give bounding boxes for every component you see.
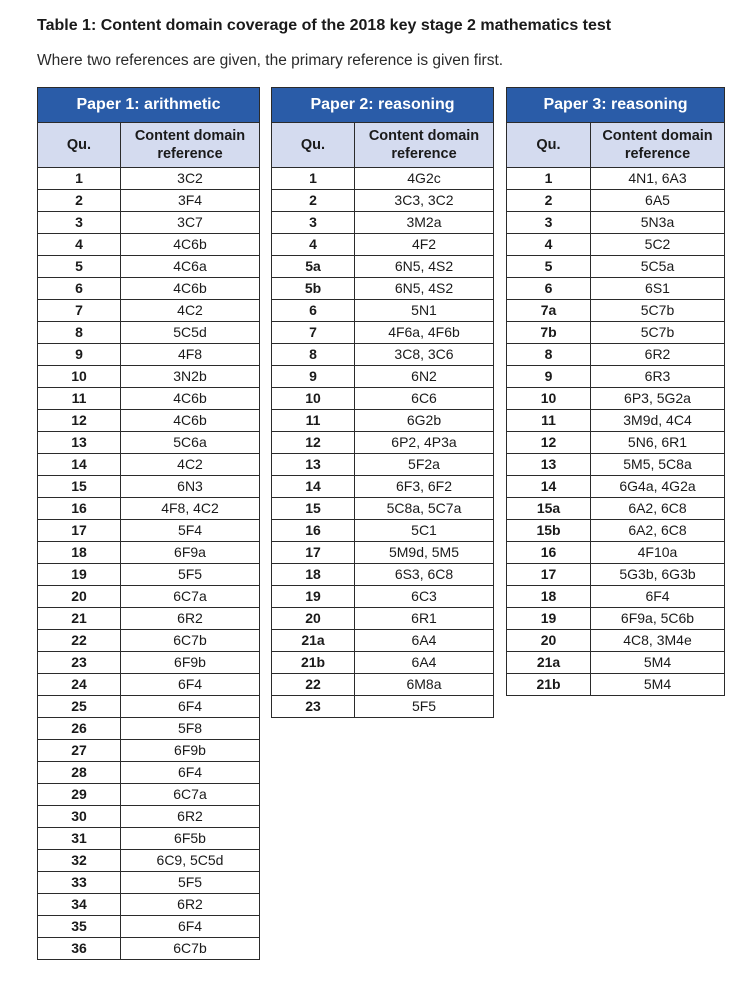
content-domain-reference: 6A4	[355, 630, 494, 652]
question-number: 4	[507, 234, 591, 256]
question-number: 11	[38, 388, 121, 410]
content-domain-reference: 5F5	[121, 564, 260, 586]
content-domain-reference: 5C6a	[121, 432, 260, 454]
paper-title-row	[38, 88, 260, 123]
content-domain-reference: 6F4	[121, 696, 260, 718]
content-domain-reference: 5F5	[121, 872, 260, 894]
question-column-header: Qu.	[507, 123, 591, 168]
content-domain-reference: 5F4	[121, 520, 260, 542]
table-row	[507, 454, 725, 476]
table-row	[507, 388, 725, 410]
content-domain-reference: 6F9a, 5C6b	[591, 608, 725, 630]
table-row	[507, 256, 725, 278]
content-domain-reference: 4C6b	[121, 278, 260, 300]
table-row	[507, 432, 725, 454]
content-domain-reference: 4C2	[121, 454, 260, 476]
content-domain-reference: 5F8	[121, 718, 260, 740]
paper-3-table	[506, 87, 725, 696]
table-row	[507, 542, 725, 564]
table-row	[507, 234, 725, 256]
table-row	[38, 564, 260, 586]
content-domain-reference: 4C2	[121, 300, 260, 322]
question-number: 8	[272, 344, 355, 366]
question-number: 35	[38, 916, 121, 938]
question-number: 2	[272, 190, 355, 212]
table-row	[272, 388, 494, 410]
question-number: 27	[38, 740, 121, 762]
content-domain-reference: 4F2	[355, 234, 494, 256]
table-row	[38, 454, 260, 476]
content-domain-reference: 6R2	[121, 608, 260, 630]
content-domain-reference: 3M9d, 4C4	[591, 410, 725, 432]
content-domain-reference: 4F8, 4C2	[121, 498, 260, 520]
table-row	[38, 894, 260, 916]
table-row	[272, 410, 494, 432]
column-header-row	[38, 123, 260, 168]
question-number: 32	[38, 850, 121, 872]
question-number: 5a	[272, 256, 355, 278]
table-row	[507, 520, 725, 542]
question-number: 28	[38, 762, 121, 784]
content-domain-reference: 6S1	[591, 278, 725, 300]
content-domain-reference: 6F4	[121, 762, 260, 784]
table-row	[38, 784, 260, 806]
question-number: 1	[38, 168, 121, 190]
question-number: 5	[507, 256, 591, 278]
content-domain-reference: 4C6b	[121, 388, 260, 410]
question-number: 33	[38, 872, 121, 894]
table-row	[272, 454, 494, 476]
table-row	[272, 630, 494, 652]
content-domain-reference: 4N1, 6A3	[591, 168, 725, 190]
question-number: 20	[272, 608, 355, 630]
column-header-row	[507, 123, 725, 168]
question-number: 2	[38, 190, 121, 212]
table-row	[38, 674, 260, 696]
question-column-header: Qu.	[38, 123, 121, 168]
content-domain-reference: 5C7b	[591, 322, 725, 344]
content-domain-reference: 5M5, 5C8a	[591, 454, 725, 476]
table-row	[272, 344, 494, 366]
content-domain-reference: 6F9b	[121, 740, 260, 762]
table-row	[38, 234, 260, 256]
table-row	[38, 300, 260, 322]
content-domain-reference: 6C9, 5C5d	[121, 850, 260, 872]
question-number: 10	[507, 388, 591, 410]
table-row	[272, 168, 494, 190]
content-domain-reference: 6R3	[591, 366, 725, 388]
content-domain-reference: 4G2c	[355, 168, 494, 190]
question-number: 31	[38, 828, 121, 850]
paper-2-table	[271, 87, 494, 718]
table-row	[38, 388, 260, 410]
content-domain-reference: 6A4	[355, 652, 494, 674]
table-row	[507, 344, 725, 366]
question-number: 36	[38, 938, 121, 960]
content-domain-reference: 5N1	[355, 300, 494, 322]
content-domain-reference: 5N3a	[591, 212, 725, 234]
paper-title: Paper 2: reasoning	[272, 88, 494, 123]
reference-column-header: Content domain reference	[591, 123, 725, 168]
question-number: 6	[272, 300, 355, 322]
table-row	[38, 696, 260, 718]
content-domain-reference: 4F10a	[591, 542, 725, 564]
table-row	[38, 190, 260, 212]
content-domain-reference: 5G3b, 6G3b	[591, 564, 725, 586]
content-domain-reference: 6C7a	[121, 586, 260, 608]
reference-column-header: Content domain reference	[355, 123, 494, 168]
question-number: 15	[38, 476, 121, 498]
table-row	[272, 476, 494, 498]
content-domain-reference: 6F3, 6F2	[355, 476, 494, 498]
question-number: 19	[507, 608, 591, 630]
table-note: Where two references are given, the primary reference is given first.	[37, 52, 504, 69]
content-domain-reference: 6C7b	[121, 938, 260, 960]
question-number: 16	[507, 542, 591, 564]
content-domain-reference: 6N5, 4S2	[355, 256, 494, 278]
table-row	[272, 542, 494, 564]
table-row	[272, 366, 494, 388]
table-row	[507, 300, 725, 322]
content-domain-reference: 6F4	[121, 916, 260, 938]
question-number: 7	[38, 300, 121, 322]
question-number: 10	[272, 388, 355, 410]
content-domain-reference: 3C8, 3C6	[355, 344, 494, 366]
table-row	[507, 322, 725, 344]
content-domain-reference: 5F2a	[355, 454, 494, 476]
table-row	[38, 872, 260, 894]
question-number: 9	[507, 366, 591, 388]
content-domain-reference: 6A2, 6C8	[591, 498, 725, 520]
question-number: 26	[38, 718, 121, 740]
table-row	[38, 740, 260, 762]
question-number: 6	[38, 278, 121, 300]
question-number: 5b	[272, 278, 355, 300]
content-domain-reference: 6R2	[591, 344, 725, 366]
question-number: 2	[507, 190, 591, 212]
table-row	[507, 652, 725, 674]
content-domain-reference: 3F4	[121, 190, 260, 212]
content-domain-reference: 6G4a, 4G2a	[591, 476, 725, 498]
table-row	[38, 520, 260, 542]
question-number: 14	[507, 476, 591, 498]
table-row	[507, 212, 725, 234]
question-number: 22	[272, 674, 355, 696]
content-domain-reference: 5C7b	[591, 300, 725, 322]
question-number: 20	[38, 586, 121, 608]
table-row	[38, 168, 260, 190]
question-number: 23	[38, 652, 121, 674]
question-number: 22	[38, 630, 121, 652]
table-body	[38, 168, 260, 960]
question-number: 34	[38, 894, 121, 916]
table-row	[272, 300, 494, 322]
question-number: 18	[272, 564, 355, 586]
content-domain-reference: 3C3, 3C2	[355, 190, 494, 212]
question-number: 13	[272, 454, 355, 476]
question-number: 29	[38, 784, 121, 806]
table-row	[507, 410, 725, 432]
table-row	[38, 586, 260, 608]
table-row	[38, 322, 260, 344]
table-row	[38, 608, 260, 630]
table-row	[272, 674, 494, 696]
question-number: 7	[272, 322, 355, 344]
table-row	[507, 476, 725, 498]
content-domain-reference: 3C7	[121, 212, 260, 234]
content-domain-reference: 5M4	[591, 652, 725, 674]
content-domain-reference: 6A2, 6C8	[591, 520, 725, 542]
table-row	[38, 828, 260, 850]
content-domain-reference: 5C2	[591, 234, 725, 256]
question-number: 24	[38, 674, 121, 696]
table-row	[272, 564, 494, 586]
question-number: 18	[38, 542, 121, 564]
question-number: 8	[507, 344, 591, 366]
table-row	[507, 498, 725, 520]
question-number: 17	[507, 564, 591, 586]
table-row	[272, 322, 494, 344]
table-row	[272, 234, 494, 256]
table-row	[272, 586, 494, 608]
table-row	[507, 630, 725, 652]
question-number: 5	[38, 256, 121, 278]
content-domain-reference: 4C6b	[121, 410, 260, 432]
table-row	[38, 212, 260, 234]
table-row	[507, 168, 725, 190]
question-number: 21b	[272, 652, 355, 674]
table-row	[507, 190, 725, 212]
table-row	[38, 850, 260, 872]
table-row	[38, 652, 260, 674]
table-row	[38, 344, 260, 366]
question-number: 10	[38, 366, 121, 388]
paper-title-row	[272, 88, 494, 123]
content-domain-reference: 6N5, 4S2	[355, 278, 494, 300]
question-number: 9	[272, 366, 355, 388]
table-row	[38, 718, 260, 740]
table-row	[272, 652, 494, 674]
paper-title: Paper 3: reasoning	[507, 88, 725, 123]
content-domain-reference: 6F9a	[121, 542, 260, 564]
table-row	[38, 256, 260, 278]
content-domain-reference: 4C8, 3M4e	[591, 630, 725, 652]
content-domain-reference: 6F4	[121, 674, 260, 696]
column-header-row	[272, 123, 494, 168]
question-number: 19	[38, 564, 121, 586]
table-row	[38, 630, 260, 652]
question-number: 7b	[507, 322, 591, 344]
reference-column-header: Content domain reference	[121, 123, 260, 168]
table-row	[38, 278, 260, 300]
question-number: 3	[507, 212, 591, 234]
content-domain-reference: 4C6a	[121, 256, 260, 278]
table-row	[38, 542, 260, 564]
question-number: 17	[272, 542, 355, 564]
paper-title: Paper 1: arithmetic	[38, 88, 260, 123]
question-column-header: Qu.	[272, 123, 355, 168]
question-number: 15	[272, 498, 355, 520]
content-domain-reference: 5M9d, 5M5	[355, 542, 494, 564]
table-row	[38, 366, 260, 388]
question-number: 6	[507, 278, 591, 300]
content-domain-reference: 6C3	[355, 586, 494, 608]
table-row	[272, 212, 494, 234]
table-row	[507, 366, 725, 388]
table-row	[507, 278, 725, 300]
question-number: 16	[272, 520, 355, 542]
question-number: 30	[38, 806, 121, 828]
table-row	[38, 762, 260, 784]
table-row	[38, 938, 260, 960]
content-domain-reference: 6F9b	[121, 652, 260, 674]
page-title: Table 1: Content domain coverage of the 2018 key stage 2 mathematics test	[37, 17, 612, 34]
content-domain-reference: 6C7a	[121, 784, 260, 806]
question-number: 13	[507, 454, 591, 476]
question-number: 4	[38, 234, 121, 256]
content-domain-reference: 5C5d	[121, 322, 260, 344]
question-number: 17	[38, 520, 121, 542]
question-number: 18	[507, 586, 591, 608]
content-domain-reference: 5N6, 6R1	[591, 432, 725, 454]
table-row	[38, 806, 260, 828]
question-number: 3	[38, 212, 121, 234]
question-number: 15a	[507, 498, 591, 520]
question-number: 21b	[507, 674, 591, 696]
table-row	[272, 696, 494, 718]
content-domain-reference: 6R2	[121, 806, 260, 828]
question-number: 1	[272, 168, 355, 190]
content-domain-reference: 4C6b	[121, 234, 260, 256]
table-row	[38, 410, 260, 432]
table-row	[38, 498, 260, 520]
table-row	[38, 476, 260, 498]
question-number: 8	[38, 322, 121, 344]
content-domain-reference: 6R1	[355, 608, 494, 630]
table-row	[272, 432, 494, 454]
question-number: 11	[507, 410, 591, 432]
question-number: 20	[507, 630, 591, 652]
question-number: 12	[38, 410, 121, 432]
paper-1-table	[37, 87, 260, 960]
question-number: 21a	[272, 630, 355, 652]
question-number: 3	[272, 212, 355, 234]
question-number: 13	[38, 432, 121, 454]
table-row	[272, 256, 494, 278]
table-row	[38, 432, 260, 454]
question-number: 25	[38, 696, 121, 718]
question-number: 21	[38, 608, 121, 630]
content-domain-reference: 6R2	[121, 894, 260, 916]
question-number: 12	[272, 432, 355, 454]
question-number: 21a	[507, 652, 591, 674]
content-domain-reference: 5C5a	[591, 256, 725, 278]
table-row	[272, 520, 494, 542]
table-row	[272, 278, 494, 300]
content-domain-reference: 6P3, 5G2a	[591, 388, 725, 410]
content-domain-reference: 3C2	[121, 168, 260, 190]
question-number: 14	[38, 454, 121, 476]
table-row	[38, 916, 260, 938]
question-number: 4	[272, 234, 355, 256]
question-number: 9	[38, 344, 121, 366]
paper-title-row	[507, 88, 725, 123]
content-domain-reference: 6C7b	[121, 630, 260, 652]
question-number: 16	[38, 498, 121, 520]
content-domain-reference: 5M4	[591, 674, 725, 696]
question-number: 19	[272, 586, 355, 608]
question-number: 7a	[507, 300, 591, 322]
content-domain-reference: 4F8	[121, 344, 260, 366]
content-domain-reference: 3N2b	[121, 366, 260, 388]
table-row	[507, 608, 725, 630]
content-domain-reference: 6F5b	[121, 828, 260, 850]
table-row	[507, 674, 725, 696]
content-domain-reference: 6F4	[591, 586, 725, 608]
table-row	[507, 586, 725, 608]
table-row	[507, 564, 725, 586]
content-domain-reference: 5C8a, 5C7a	[355, 498, 494, 520]
question-number: 23	[272, 696, 355, 718]
content-domain-reference: 6P2, 4P3a	[355, 432, 494, 454]
content-domain-reference: 6A5	[591, 190, 725, 212]
table-row	[272, 608, 494, 630]
content-domain-reference: 4F6a, 4F6b	[355, 322, 494, 344]
content-domain-reference: 6G2b	[355, 410, 494, 432]
content-domain-reference: 6N2	[355, 366, 494, 388]
question-number: 14	[272, 476, 355, 498]
content-domain-reference: 6C6	[355, 388, 494, 410]
table-row	[272, 498, 494, 520]
question-number: 1	[507, 168, 591, 190]
content-domain-reference: 5F5	[355, 696, 494, 718]
table-body	[507, 168, 725, 696]
content-domain-reference: 6M8a	[355, 674, 494, 696]
question-number: 12	[507, 432, 591, 454]
table-row	[272, 190, 494, 212]
question-number: 11	[272, 410, 355, 432]
question-number: 15b	[507, 520, 591, 542]
content-domain-reference: 6N3	[121, 476, 260, 498]
table-body	[272, 168, 494, 718]
content-domain-reference: 5C1	[355, 520, 494, 542]
content-domain-reference: 6S3, 6C8	[355, 564, 494, 586]
content-domain-reference: 3M2a	[355, 212, 494, 234]
